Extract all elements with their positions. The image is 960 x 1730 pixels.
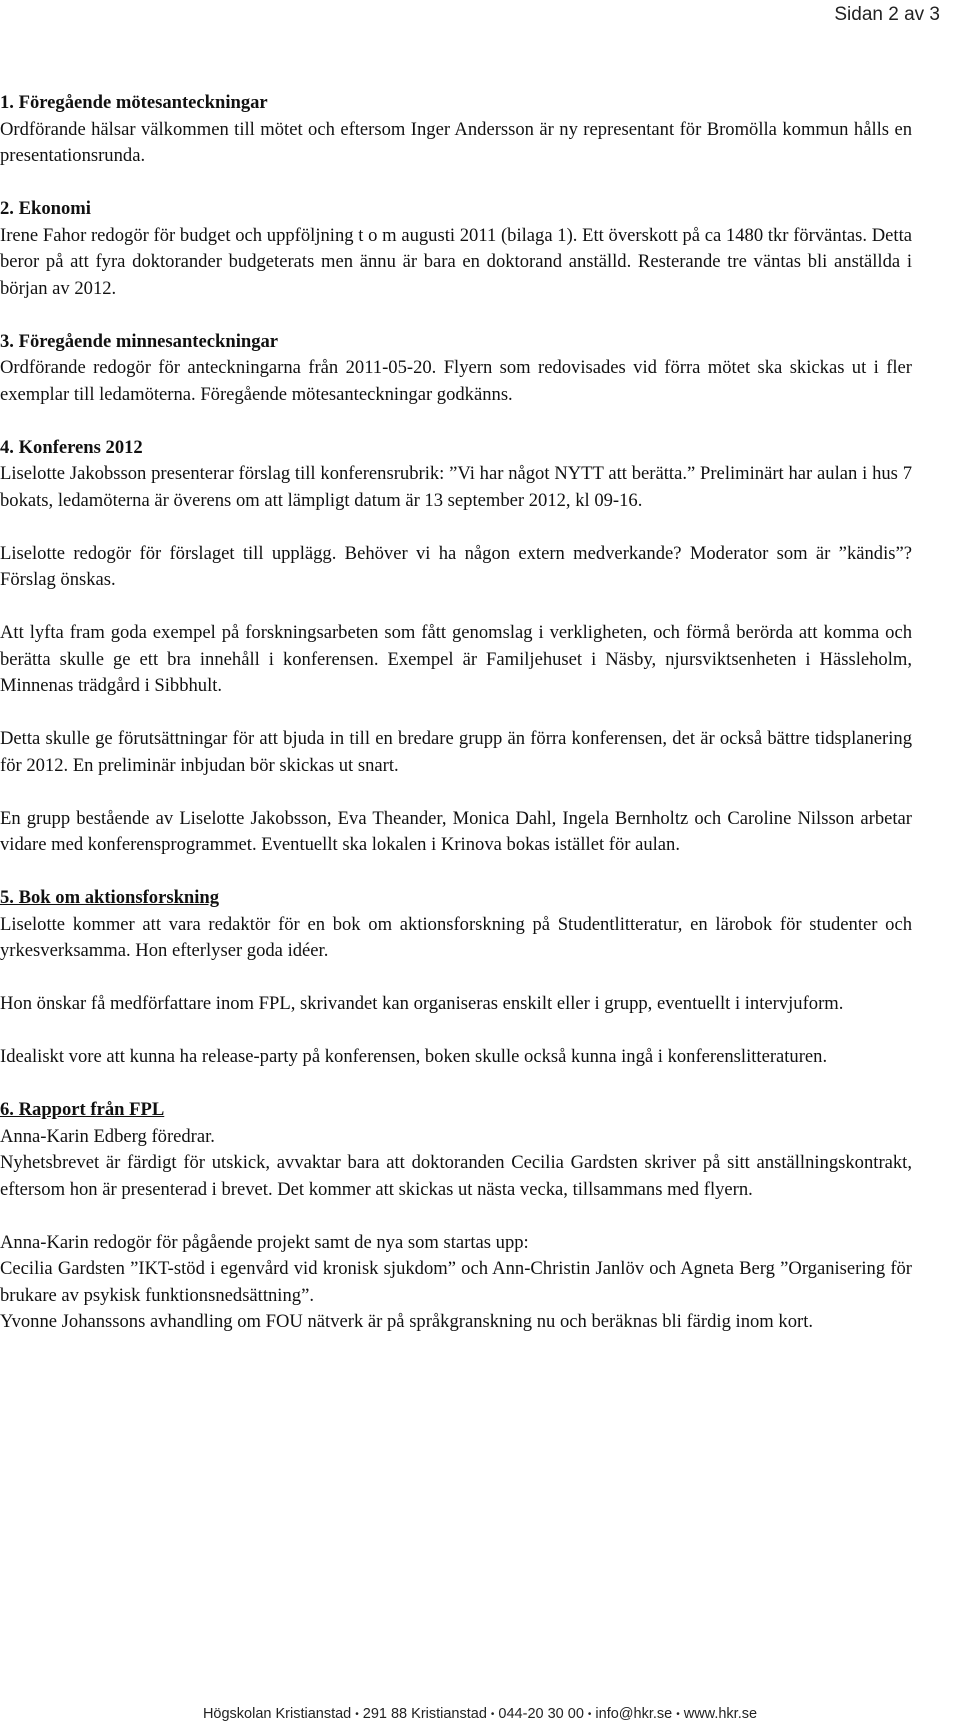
paragraph: Liselotte redogör för förslaget till upplägg. Behöver vi ha någon extern medverkande? Moderator som är ”kändis”? Förslag önskas. bbox=[0, 542, 912, 590]
paragraph: Liselotte Jakobsson presenterar förslag till konferensrubrik: ”Vi har något NYTT att berätta.” Preliminärt har aulan i hus 7 bokats, ledamöterna är överens om att lämpligt datum är 13 september 2012, kl 09-16. bbox=[0, 463, 912, 511]
paragraph: Ordförande redogör för anteckningarna från 2011-05-20. Flyern som redovisades vid förra mötet ska skickas ut i fler exemplar till ledamöterna. Föregående mötesanteckningar godkänns. bbox=[0, 357, 912, 405]
section-heading: 2. Ekonomi bbox=[0, 198, 91, 219]
section-2 bbox=[0, 196, 912, 302]
page-number: Sidan 2 av 3 bbox=[834, 4, 940, 25]
paragraph: Anna-Karin Edberg föredrar. bbox=[0, 1125, 215, 1147]
footer-address: 291 88 Kristianstad bbox=[362, 1706, 487, 1722]
footer-phone: 044-20 30 00 bbox=[498, 1706, 584, 1722]
paragraph: Ordförande hälsar välkommen till mötet och eftersom Inger Andersson är ny representant för Bromölla kommun hålls en presentationsrunda. bbox=[0, 118, 912, 166]
paragraph: Idealiskt vore att kunna ha release-party på konferensen, boken skulle också kunna ingå i konferenslitteraturen. bbox=[0, 1046, 828, 1067]
paragraph: Irene Fahor redogör för budget och uppföljning t o m augusti 2011 (bilaga 1). Ett överskott på ca 1480 tkr förväntas. Detta beror på att fyra doktorander budgeterats men ännu är bara en doktorand anställd. Resterande tre väntas bli anställda i början av 2012. bbox=[0, 224, 912, 299]
section-heading: 3. Föregående minnesanteckningar bbox=[0, 330, 279, 352]
paragraph: Detta skulle ge förutsättningar för att bjuda in till en bredare grupp än förra konferensen, det är också bättre tidsplanering för 2012. En preliminär inbjudan bör skickas ut snart. bbox=[0, 728, 912, 776]
footer-separator: • bbox=[355, 1708, 359, 1720]
paragraph: Cecilia Gardsten ”IKT-stöd i egenvård vid kronisk sjukdom” och Ann-Christin Janlöv och Agneta Berg ”Organisering för brukare av psykisk funktionsnedsättning”. bbox=[0, 1258, 912, 1306]
paragraph: En grupp bestående av Liselotte Jakobsson, Eva Theander, Monica Dahl, Ingela Bernholtz och Caroline Nilsson arbetar vidare med konferensprogrammet. Eventuellt ska lokalen i Krinova bokas istället för aulan. bbox=[0, 807, 912, 855]
section-5 bbox=[0, 885, 912, 1071]
section-6 bbox=[0, 1097, 912, 1336]
section-heading: 5. Bok om aktionsforskning bbox=[0, 887, 220, 908]
footer-separator: • bbox=[587, 1708, 592, 1720]
section-4 bbox=[0, 435, 912, 859]
paragraph: Liselotte kommer att vara redaktör för en bok om aktionsforskning på Studentlitteratur, en lärobok för studenter och yrkesverksamma. Hon efterlyser goda idéer. bbox=[0, 913, 912, 961]
footer-institution: Högskolan Kristianstad bbox=[202, 1706, 352, 1722]
paragraph: Anna-Karin redogör för pågående projekt samt de nya som startas upp: bbox=[0, 1231, 529, 1253]
section-heading: 6. Rapport från FPL bbox=[0, 1099, 165, 1120]
section-1 bbox=[0, 90, 912, 170]
section-heading: 1. Föregående mötesanteckningar bbox=[0, 92, 268, 113]
section-heading: 4. Konferens 2012 bbox=[0, 436, 143, 458]
paragraph: Hon önskar få medförfattare inom FPL, skrivandet kan organiseras enskilt eller i grupp, eventuellt i intervjuform. bbox=[0, 993, 844, 1014]
document-body bbox=[0, 90, 912, 1362]
footer-separator: • bbox=[490, 1708, 495, 1720]
paragraph: Nyhetsbrevet är färdigt för utskick, avvaktar bara att doktoranden Cecilia Gardsten skriver på sitt anställningskontrakt, eftersom hon är presenterad i brevet. Det kommer att skickas ut nästa vecka, tillsammans med flyern. bbox=[0, 1152, 912, 1200]
section-3 bbox=[0, 329, 912, 409]
paragraph: Yvonne Johanssons avhandling om FOU nätverk är på språkgranskning nu och beräknas bli färdig inom kort. bbox=[0, 1311, 814, 1332]
footer-separator: • bbox=[676, 1708, 680, 1720]
page-footer bbox=[0, 1706, 960, 1722]
footer-website: www.hkr.se bbox=[683, 1706, 758, 1722]
footer-email: info@hkr.se bbox=[595, 1706, 673, 1722]
paragraph: Att lyfta fram goda exempel på forskningsarbeten som fått genomslag i verkligheten, och förmå berörda att komma och berätta skulle ge ett bra innehåll i konferensen. Exempel är Familjehuset i Näsby, njursviktsenheten i Hässleholm, Minnenas trädgård i Sibbhult. bbox=[0, 622, 912, 696]
